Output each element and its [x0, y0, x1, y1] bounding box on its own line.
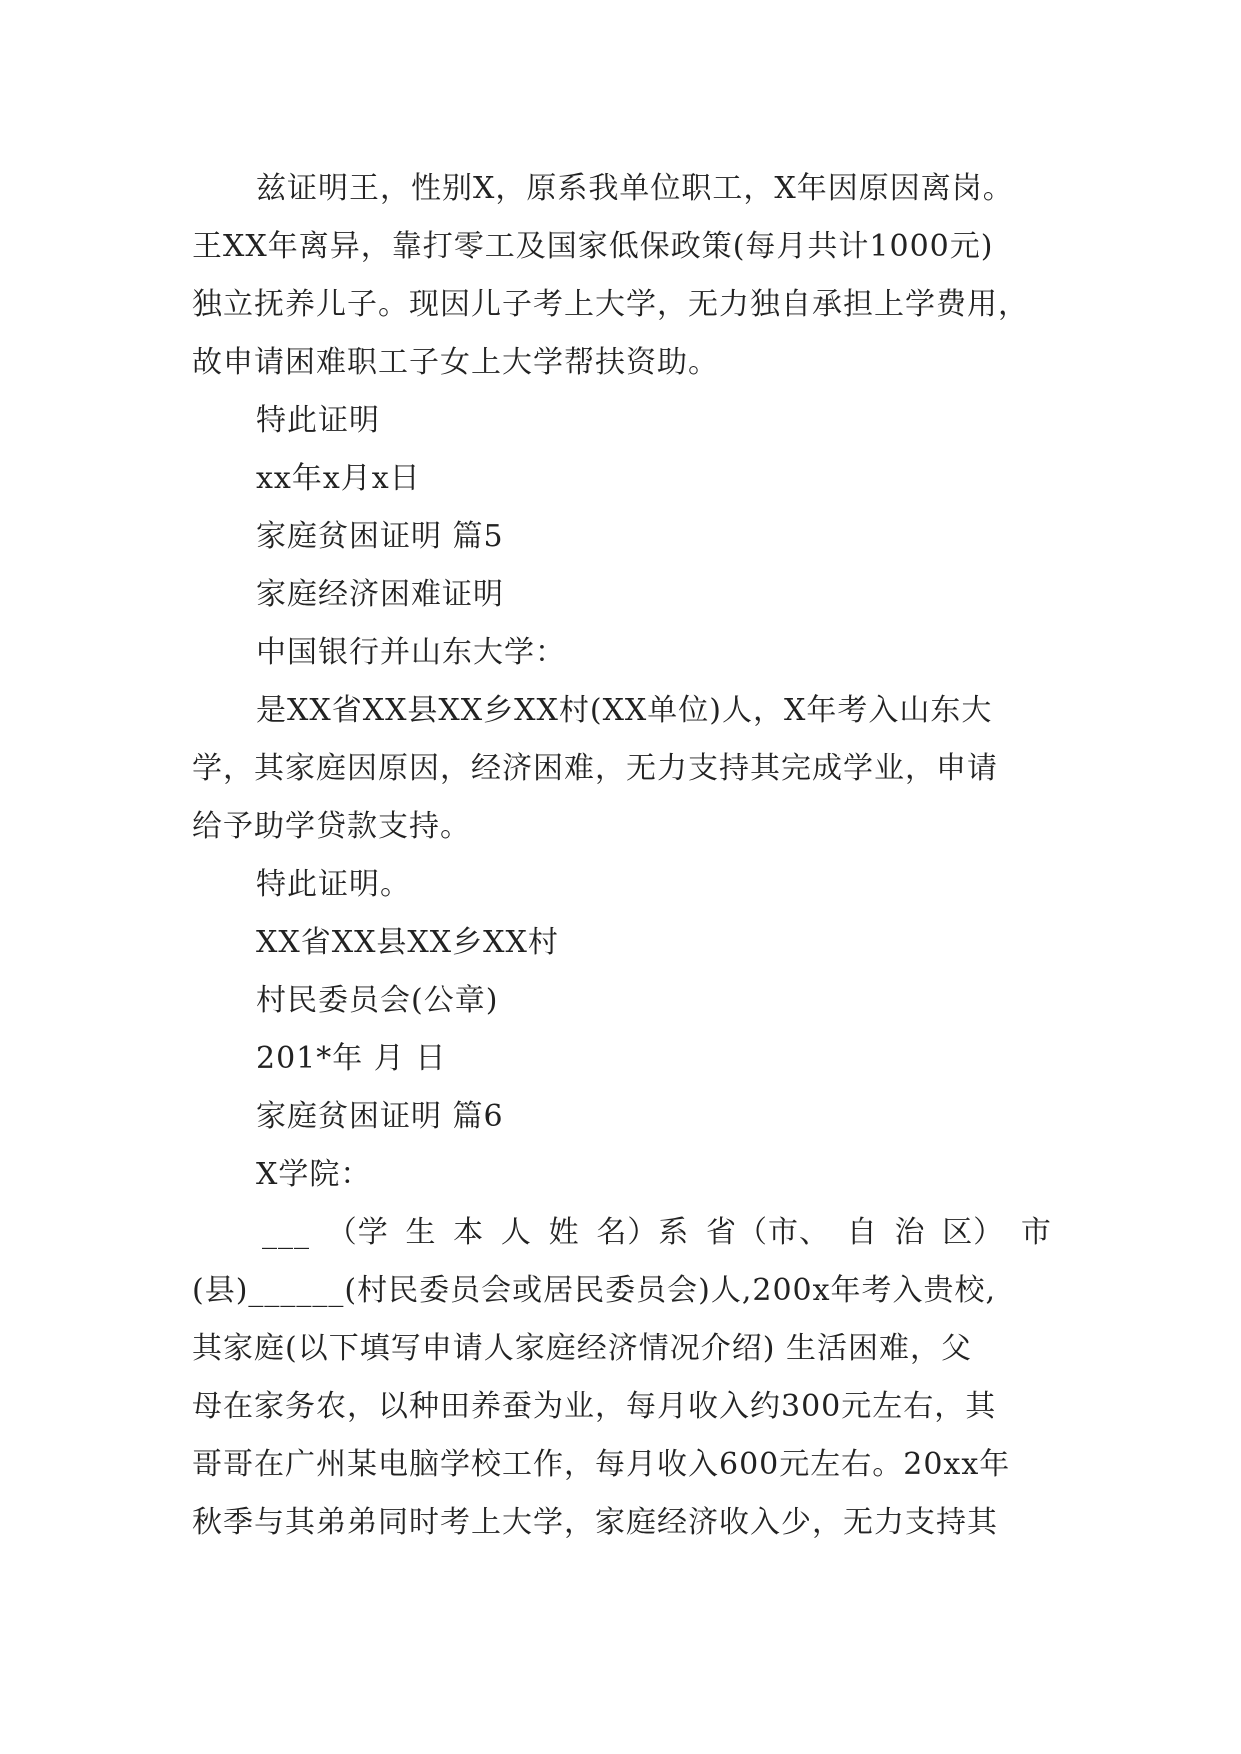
text-fragment: 人 [500, 1215, 532, 1250]
text-fragment: 自 [846, 1215, 878, 1250]
paragraph-1-line-1: 兹证明王，性别X，原系我单位职工，X年因原因离岗。 [256, 171, 1014, 206]
paragraph-3-line-6: 秋季与其弟弟同时考上大学，家庭经济收入少，无力支持其 [192, 1505, 998, 1540]
paragraph-3-line-1 [192, 1204, 1052, 1262]
text-fragment: 市 [1020, 1215, 1052, 1250]
date-line-1: xx年x月x日 [256, 461, 421, 496]
paragraph-1-line-4: 故申请困难职工子女上大学帮扶资助。 [192, 345, 719, 380]
section-heading-5: 家庭贫困证明 篇5 [256, 519, 504, 554]
paragraph-3-line-2: (县)______(村民委员会或居民委员会)人,200x年考入贵校, [192, 1273, 997, 1308]
paragraph-3-line-5: 哥哥在广州某电脑学校工作，每月收入600元左右。20xx年 [192, 1447, 1011, 1482]
text-fragment: ___ [262, 1215, 310, 1250]
addressee-6: X学院： [256, 1157, 372, 1192]
text-fragment: （学 [326, 1215, 389, 1250]
text-fragment: 名）系 [596, 1215, 690, 1250]
addressee-5: 中国银行并山东大学： [256, 635, 566, 670]
certify-statement-1: 特此证明 [256, 403, 380, 438]
text-fragment: 区） [942, 1215, 1005, 1250]
signer-address: XX省XX县XX乡XX村 [256, 925, 559, 960]
paragraph-2-line-1: 是XX省XX县XX乡XX村(XX单位)人，X年考入山东大 [256, 693, 993, 728]
paragraph-3-line-3: 其家庭(以下填写申请人家庭经济情况介绍) 生活困难，父 [192, 1331, 972, 1366]
certify-statement-2: 特此证明。 [256, 867, 411, 902]
paragraph-1-line-2: 王XX年离异，靠打零工及国家低保政策(每月共计1000元) [192, 229, 994, 264]
text-fragment: 生 [405, 1215, 437, 1250]
date-line-2: 201*年 月 日 [256, 1041, 447, 1076]
text-fragment: 治 [894, 1215, 926, 1250]
text-fragment: 本 [453, 1215, 485, 1250]
paragraph-1-line-3: 独立抚养儿子。现因儿子考上大学，无力独自承担上学费用， [192, 287, 1029, 322]
text-fragment: 省（市、 [706, 1215, 831, 1250]
section-title-5: 家庭经济困难证明 [256, 577, 504, 612]
paragraph-3-line-4: 母在家务农，以种田养蚕为业，每月收入约300元左右，其 [192, 1389, 997, 1424]
paragraph-2-line-3: 给予助学贷款支持。 [192, 809, 471, 844]
paragraph-2-line-2: 学，其家庭因原因，经济困难，无力支持其完成学业，申请 [192, 751, 998, 786]
signer-organization: 村民委员会(公章) [256, 983, 499, 1018]
section-heading-6: 家庭贫困证明 篇6 [256, 1099, 504, 1134]
text-fragment: 姓 [548, 1215, 580, 1250]
document-page [192, 160, 1052, 1552]
